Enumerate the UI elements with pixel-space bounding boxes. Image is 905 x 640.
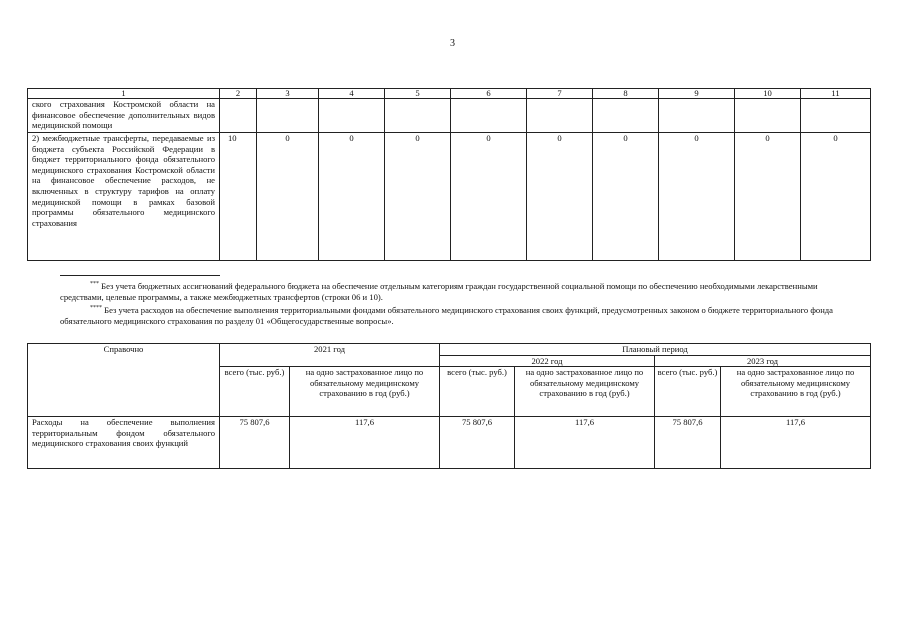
footnote-text: Без учета бюджетных ассигнований федерального бюджета на обеспечение отдельным категориям граждан государственной социальной помощи по обеспечению необходимыми лекарственными средствами, целевые программы, а также межбюджетных трансфертов (строки 06 и 10). [60, 280, 818, 302]
total-header: всего (тыс. руб.) [220, 367, 290, 417]
table-cell: 0 [385, 133, 451, 261]
footnote [60, 303, 860, 327]
table-row [28, 99, 871, 133]
table-cell [220, 99, 257, 133]
year-2021-header: 2021 год [220, 344, 440, 367]
expenses-table [27, 88, 871, 261]
year-2023-header: 2023 год [655, 355, 871, 367]
table-cell: 0 [527, 133, 593, 261]
total-header: всего (тыс. руб.) [655, 367, 721, 417]
table-cell [593, 99, 659, 133]
table-cell: 117,6 [515, 417, 655, 469]
table-cell: 75 807,6 [440, 417, 515, 469]
footnote [60, 279, 860, 303]
row-label: Расходы на обеспечение выполнения территориальным фондом обязательного медицинского страхования своих функций [28, 417, 220, 469]
per-insured-header: на одно застрахованное лицо по обязательному медицинскому страхованию в год (руб.) [721, 367, 871, 417]
year-2022-header: 2022 год [440, 355, 655, 367]
table-cell [385, 99, 451, 133]
table-cell [659, 99, 735, 133]
column-number: 7 [527, 89, 593, 99]
per-insured-header: на одно застрахованное лицо по обязательному медицинскому страхованию в год (руб.) [290, 367, 440, 417]
table-cell: 0 [593, 133, 659, 261]
table-cell [319, 99, 385, 133]
column-number: 6 [451, 89, 527, 99]
footnotes [60, 275, 860, 327]
table-cell: 0 [659, 133, 735, 261]
table-cell [801, 99, 871, 133]
reference-header: Справочно [28, 344, 220, 417]
table-cell: 75 807,6 [655, 417, 721, 469]
table-cell: 0 [257, 133, 319, 261]
column-number: 9 [659, 89, 735, 99]
column-number: 8 [593, 89, 659, 99]
footnote-mark: *** [90, 281, 99, 287]
table-cell: 75 807,6 [220, 417, 290, 469]
column-number: 5 [385, 89, 451, 99]
page-number: 3 [450, 38, 455, 49]
reference-table [27, 343, 871, 469]
table-cell: 0 [319, 133, 385, 261]
column-number: 2 [220, 89, 257, 99]
column-number: 3 [257, 89, 319, 99]
column-number: 4 [319, 89, 385, 99]
table-cell [735, 99, 801, 133]
footnote-divider [60, 275, 220, 276]
row-label: ского страхования Костромской области на финансовое обеспечение дополнительных видов медицинской помощи [28, 99, 220, 133]
header-row [28, 344, 871, 356]
column-numbers-row [28, 89, 871, 99]
row-label: 2) межбюджетные трансферты, передаваемые из бюджета субъекта Российской Федерации в бюджет территориального фонда обязательного медицинского страхования Костромской области на финансовое обеспечение расходов, не включенных в структуру тарифов на оплату медицинской помощи в рамках базовой программы обязательного медицинского страхования [28, 133, 220, 261]
table-cell: 10 [220, 133, 257, 261]
table-cell: 117,6 [721, 417, 871, 469]
column-number: 11 [801, 89, 871, 99]
table-row [28, 417, 871, 469]
table-cell: 0 [451, 133, 527, 261]
table-cell [451, 99, 527, 133]
per-insured-header: на одно застрахованное лицо по обязательному медицинскому страхованию в год (руб.) [515, 367, 655, 417]
table-row [28, 133, 871, 261]
total-header: всего (тыс. руб.) [440, 367, 515, 417]
column-number: 1 [28, 89, 220, 99]
table-cell [527, 99, 593, 133]
column-number: 10 [735, 89, 801, 99]
plan-period-header: Плановый период [440, 344, 871, 356]
footnote-mark: **** [90, 304, 102, 311]
table-cell [257, 99, 319, 133]
footnote-text: Без учета расходов на обеспечение выполнения территориальными фондами обязательного медицинского страхования своих функций, предусмотренных законом о бюджете территориального фонда обязательного медицинского страхования по разделу 01 «Общегосударственные вопросы». [60, 304, 833, 326]
table-cell: 0 [735, 133, 801, 261]
table-cell: 117,6 [290, 417, 440, 469]
table-cell: 0 [801, 133, 871, 261]
